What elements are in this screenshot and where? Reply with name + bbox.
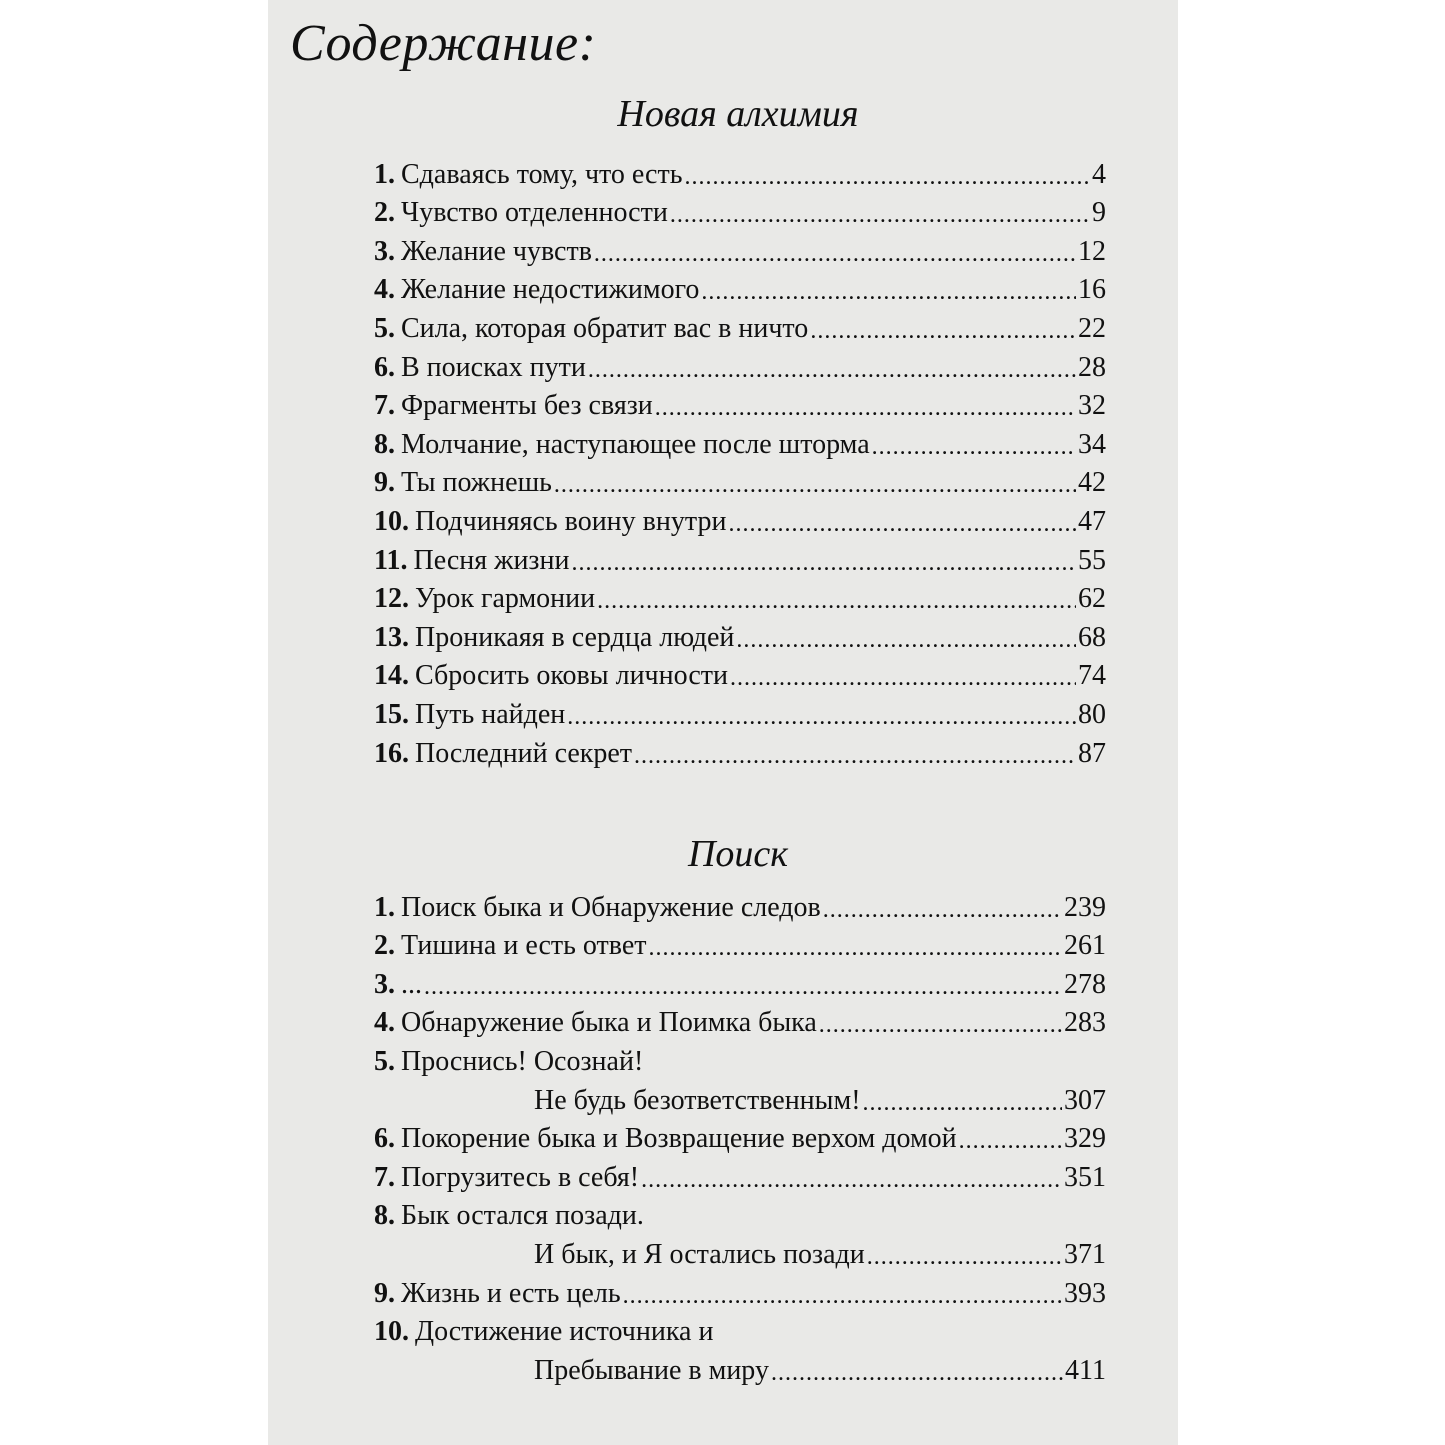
toc-entry-page-number: 411 bbox=[1065, 1354, 1106, 1386]
toc-entry bbox=[374, 1040, 1106, 1079]
dot-leader bbox=[810, 312, 1076, 346]
toc-entry-title: Пребывание в миру bbox=[534, 1354, 769, 1386]
dot-leader bbox=[823, 891, 1062, 925]
toc-entry bbox=[374, 693, 1106, 732]
toc-entry-page-number: 9 bbox=[1092, 197, 1106, 229]
toc-entry-number: 5. bbox=[374, 312, 395, 344]
toc-entry-page-number: 4 bbox=[1092, 158, 1106, 190]
toc-entry-title: Не будь безответственным! bbox=[534, 1084, 861, 1116]
dot-leader bbox=[641, 1161, 1062, 1195]
toc-entry bbox=[374, 1195, 1106, 1234]
toc-entry-title: Сдаваясь тому, что есть bbox=[401, 158, 683, 190]
toc-entry-number: 2. bbox=[374, 197, 395, 229]
toc-entry-number: 3. bbox=[374, 235, 395, 267]
toc-entry-number: 10. bbox=[374, 505, 409, 537]
toc-entry-number: 12. bbox=[374, 583, 409, 615]
toc-entry-title: Молчание, наступающее после шторма bbox=[401, 428, 870, 460]
toc-entry-number: 4. bbox=[374, 1007, 395, 1039]
toc-entry-title: Песня жизни bbox=[413, 544, 570, 576]
toc-entry bbox=[374, 153, 1106, 192]
toc-entry-title: Желание недостижимого bbox=[401, 274, 700, 306]
toc-entry-page-number: 16 bbox=[1078, 274, 1106, 306]
toc-entry bbox=[374, 192, 1106, 231]
dot-leader bbox=[819, 1006, 1062, 1040]
toc-entry-title: И бык, и Я остались позади bbox=[534, 1238, 865, 1270]
section-title-search: Поиск bbox=[687, 833, 789, 875]
toc-entry-page-number: 351 bbox=[1064, 1161, 1106, 1193]
toc-entry bbox=[374, 616, 1106, 655]
dot-leader bbox=[670, 196, 1090, 230]
toc-entry-number: 3. bbox=[374, 968, 395, 1000]
toc-entry-page-number: 307 bbox=[1064, 1084, 1106, 1116]
toc-entry-title: Сбросить оковы личности bbox=[415, 660, 728, 692]
dot-leader bbox=[424, 968, 1062, 1002]
toc-entry-page-number: 47 bbox=[1078, 505, 1106, 537]
toc-entry-number: 8. bbox=[374, 1200, 395, 1232]
dot-leader bbox=[736, 621, 1076, 655]
toc-entry-number: 13. bbox=[374, 621, 409, 653]
toc-entry-title: Тишина и есть ответ bbox=[401, 930, 647, 962]
toc-entry-number: 9. bbox=[374, 1277, 395, 1309]
toc-list-search bbox=[374, 886, 1106, 1388]
toc-entry bbox=[374, 578, 1106, 617]
toc-entry-page-number: 34 bbox=[1078, 428, 1106, 460]
dot-leader bbox=[728, 505, 1076, 539]
dot-leader bbox=[701, 273, 1076, 307]
toc-entry-title: Сила, которая обратит вас в ничто bbox=[401, 312, 809, 344]
dot-leader bbox=[588, 351, 1076, 385]
toc-entry bbox=[374, 732, 1106, 771]
toc-entry-title: Поиск быка и Обнаружение следов bbox=[401, 891, 821, 923]
toc-entry bbox=[374, 925, 1106, 964]
toc-entry-title: В поисках пути bbox=[401, 351, 586, 383]
toc-entry bbox=[374, 385, 1106, 424]
toc-entry bbox=[374, 462, 1106, 501]
toc-entry-number: 14. bbox=[374, 660, 409, 692]
toc-entry-number: 7. bbox=[374, 390, 395, 422]
toc-entry-page-number: 74 bbox=[1078, 660, 1106, 692]
toc-entry bbox=[374, 1311, 1106, 1350]
dot-leader bbox=[959, 1122, 1062, 1156]
dot-leader bbox=[655, 389, 1076, 423]
dot-leader bbox=[597, 582, 1076, 616]
toc-entry-number: 6. bbox=[374, 351, 395, 383]
toc-entry-title: Путь найден bbox=[415, 698, 566, 730]
toc-entry bbox=[374, 423, 1106, 462]
dot-leader bbox=[867, 1238, 1062, 1272]
toc-entry-number: 2. bbox=[374, 930, 395, 962]
dot-leader bbox=[730, 659, 1076, 693]
toc-entry-number: 6. bbox=[374, 1123, 395, 1155]
toc-entry-title: Жизнь и есть цель bbox=[401, 1277, 621, 1309]
toc-entry-number: 10. bbox=[374, 1316, 409, 1348]
toc-entry-page-number: 62 bbox=[1078, 583, 1106, 615]
toc-entry-title: Покорение быка и Возвращение верхом домой bbox=[401, 1123, 957, 1155]
dot-leader bbox=[684, 158, 1090, 192]
toc-entry-page-number: 87 bbox=[1078, 737, 1106, 769]
toc-entry bbox=[374, 230, 1106, 269]
toc-entry-number: 1. bbox=[374, 158, 395, 190]
dot-leader bbox=[771, 1354, 1063, 1388]
toc-entry-title: Обнаружение быка и Поимка быка bbox=[401, 1007, 817, 1039]
toc-entry-continuation bbox=[374, 1079, 1106, 1118]
toc-entry-page-number: 28 bbox=[1078, 351, 1106, 383]
toc-entry-page-number: 371 bbox=[1064, 1238, 1106, 1270]
toc-entry-page-number: 12 bbox=[1078, 235, 1106, 267]
toc-entry-page-number: 278 bbox=[1064, 968, 1106, 1000]
toc-entry-number: 16. bbox=[374, 737, 409, 769]
dot-leader bbox=[634, 737, 1076, 771]
toc-entry-page-number: 239 bbox=[1064, 891, 1106, 923]
toc-entry-number: 8. bbox=[374, 428, 395, 460]
toc-entry bbox=[374, 1118, 1106, 1157]
toc-entry-page-number: 55 bbox=[1078, 544, 1106, 576]
toc-entry-page-number: 22 bbox=[1078, 312, 1106, 344]
toc-entry-title: Достижение источника и bbox=[415, 1316, 714, 1348]
toc-entry-number: 4. bbox=[374, 274, 395, 306]
toc-list-new-alchemy bbox=[374, 153, 1106, 771]
toc-entry bbox=[374, 1272, 1106, 1311]
dot-leader bbox=[571, 544, 1076, 578]
dot-leader bbox=[648, 929, 1062, 963]
toc-entry-title: Ты пожнешь bbox=[401, 467, 552, 499]
toc-entry-title: Проникаяя в сердца людей bbox=[415, 621, 735, 653]
toc-entry-title: Бык остался позади. bbox=[401, 1200, 644, 1232]
toc-entry-title: Фрагменты без связи bbox=[401, 390, 653, 422]
toc-entry bbox=[374, 655, 1106, 694]
dot-leader bbox=[594, 235, 1076, 269]
toc-entry-title: Погрузитесь в себя! bbox=[401, 1161, 640, 1193]
dot-leader bbox=[623, 1277, 1062, 1311]
toc-entry bbox=[374, 963, 1106, 1002]
dot-leader bbox=[863, 1084, 1062, 1118]
toc-entry-number: 1. bbox=[374, 891, 395, 923]
section-title-new-alchemy: Новая алхимия bbox=[617, 93, 859, 135]
dot-leader bbox=[872, 428, 1076, 462]
toc-entry-page-number: 68 bbox=[1078, 621, 1106, 653]
toc-entry-page-number: 393 bbox=[1064, 1277, 1106, 1309]
toc-entry-page-number: 42 bbox=[1078, 467, 1106, 499]
toc-entry bbox=[374, 307, 1106, 346]
page-title: Содержание: bbox=[290, 15, 597, 72]
toc-entry bbox=[374, 539, 1106, 578]
toc-entry-number: 9. bbox=[374, 467, 395, 499]
toc-entry-continuation bbox=[374, 1233, 1106, 1272]
dot-leader bbox=[567, 698, 1076, 732]
toc-entry-title: Желание чувств bbox=[401, 235, 592, 267]
toc-entry-page-number: 329 bbox=[1064, 1123, 1106, 1155]
toc-entry-page-number: 283 bbox=[1064, 1007, 1106, 1039]
toc-entry-title: Проснись! Осознай! bbox=[401, 1045, 644, 1077]
toc-entry-page-number: 32 bbox=[1078, 390, 1106, 422]
toc-entry bbox=[374, 500, 1106, 539]
toc-entry-page-number: 80 bbox=[1078, 698, 1106, 730]
toc-entry-continuation bbox=[374, 1349, 1106, 1388]
toc-entry-number: 15. bbox=[374, 698, 409, 730]
toc-entry-number: 11. bbox=[374, 544, 408, 576]
toc-entry-title: Чувство отделенности bbox=[401, 197, 668, 229]
toc-entry bbox=[374, 269, 1106, 308]
book-page bbox=[268, 0, 1178, 1445]
dot-leader bbox=[554, 466, 1076, 500]
toc-entry-page-number: 261 bbox=[1064, 930, 1106, 962]
toc-entry-title: Подчиняясь воину внутри bbox=[415, 505, 727, 537]
toc-entry-number: 7. bbox=[374, 1161, 395, 1193]
toc-entry bbox=[374, 886, 1106, 925]
toc-entry bbox=[374, 1002, 1106, 1041]
toc-entry-title: Последний секрет bbox=[415, 737, 633, 769]
toc-entry-title: ... bbox=[401, 968, 422, 1000]
toc-entry bbox=[374, 1156, 1106, 1195]
toc-entry bbox=[374, 346, 1106, 385]
toc-entry-title: Урок гармонии bbox=[415, 583, 596, 615]
toc-entry-number: 5. bbox=[374, 1045, 395, 1077]
